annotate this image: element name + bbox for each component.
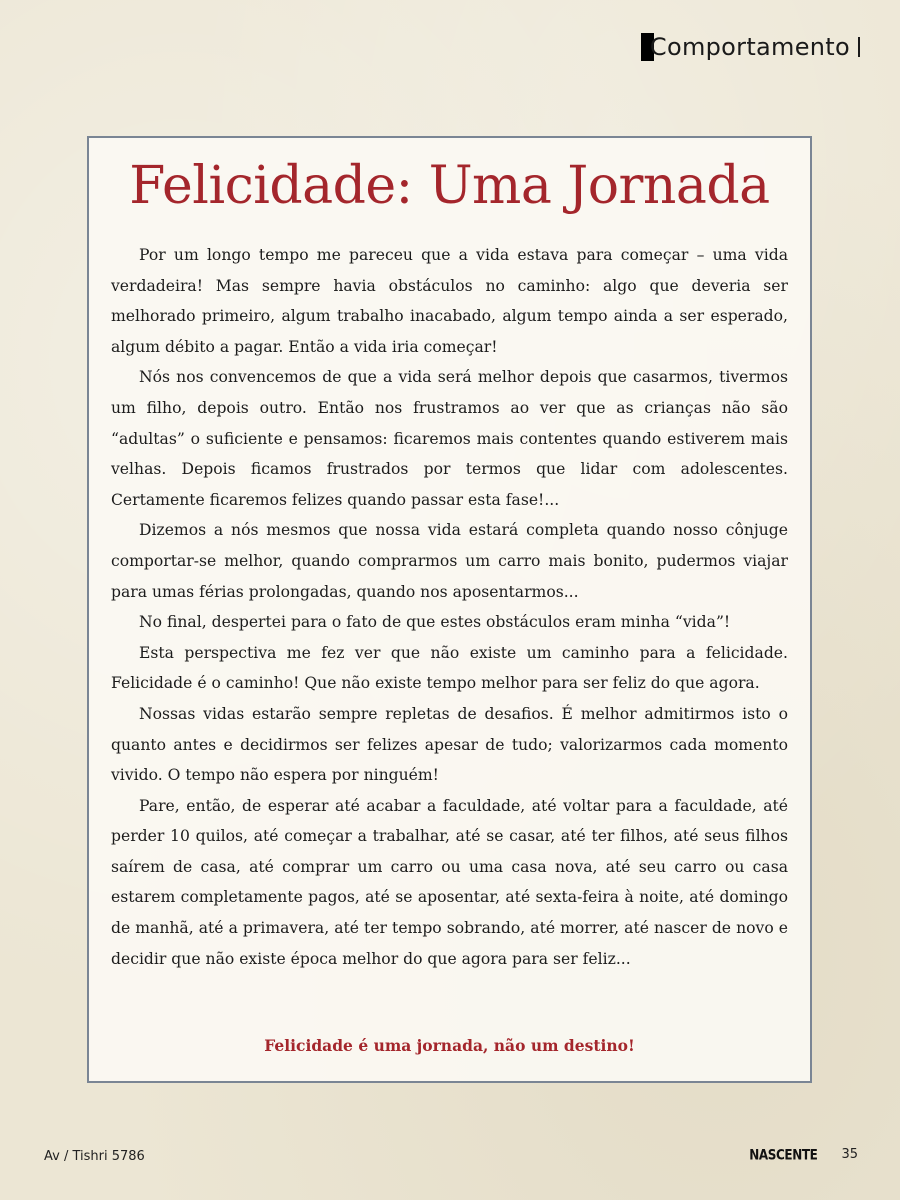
issue-label: Av / Tishri 5786: [44, 1149, 145, 1164]
section-header-divider: [858, 37, 860, 57]
article-body: [111, 240, 788, 974]
article-paragraph: Esta perspectiva me fez ver que não existe um caminho para a felicidade. Felicidade é o caminho! Que não existe tempo melhor para ser feliz do que agora.: [111, 643, 788, 693]
article-paragraph: Por um longo tempo me pareceu que a vida estava para começar – uma vida verdadeira! Mas sempre havia obstáculos no caminho: algo que deveria ser melhorado primeiro, algum trabalho inacabado, algum tempo ainda a ser esperado, algum débito a pagar. Então a vida iria começar!: [111, 246, 788, 356]
article-paragraph: Nós nos convencemos de que a vida será melhor depois que casarmos, tivermos um filho, depois outro. Então nos frustramos ao ver que as crianças não são “adultas” o suficiente e pensamos: ficaremos mais contentes quando estiverem mais velhas. Depois ficamos frustrados por termos que lidar com adolescentes. Certamente ficaremos felizes quando passar esta fase!...: [111, 368, 788, 509]
article-closing-line: Felicidade é uma jornada, não um destino!: [264, 1036, 635, 1055]
article-panel: [87, 136, 812, 1083]
article-paragraph: Nossas vidas estarão sempre repletas de desafios. É melhor admitirmos isto o quanto antes e decidirmos ser felizes apesar de tudo; valorizarmos cada momento vivido. O tempo não espera por ninguém!: [111, 704, 788, 785]
article-paragraph: Dizemos a nós mesmos que nossa vida estará completa quando nosso cônjuge comportar-se melhor, quando comprarmos um carro mais bonito, pudermos viajar para umas férias prolongadas, quando nos aposentarmos...: [111, 521, 788, 601]
article-paragraph: No final, despertei para o fato de que estes obstáculos eram minha “vida”!: [139, 613, 731, 632]
footer-right: [749, 1147, 858, 1162]
section-header-label: Comportamento: [649, 33, 850, 61]
page-number: 35: [841, 1147, 858, 1162]
article-paragraph: Pare, então, de esperar até acabar a faculdade, até voltar para a faculdade, até perder 10 quilos, até começar a trabalhar, até se casar, até ter filhos, até seus filhos saírem de casa, até comprar um carro ou uma casa nova, até seu carro ou casa estarem completamente pagos, até se aposentar, até sexta-feira à noite, até domingo de manhã, até a primavera, até ter tempo sobrando, até morrer, até nascer de novo e decidir que não existe época melhor do que agora para ser feliz...: [111, 796, 788, 968]
nascente-logo: NASCENTE: [749, 1146, 818, 1163]
section-header: [641, 32, 860, 62]
article-title: Felicidade: Uma Jornada: [129, 156, 770, 216]
